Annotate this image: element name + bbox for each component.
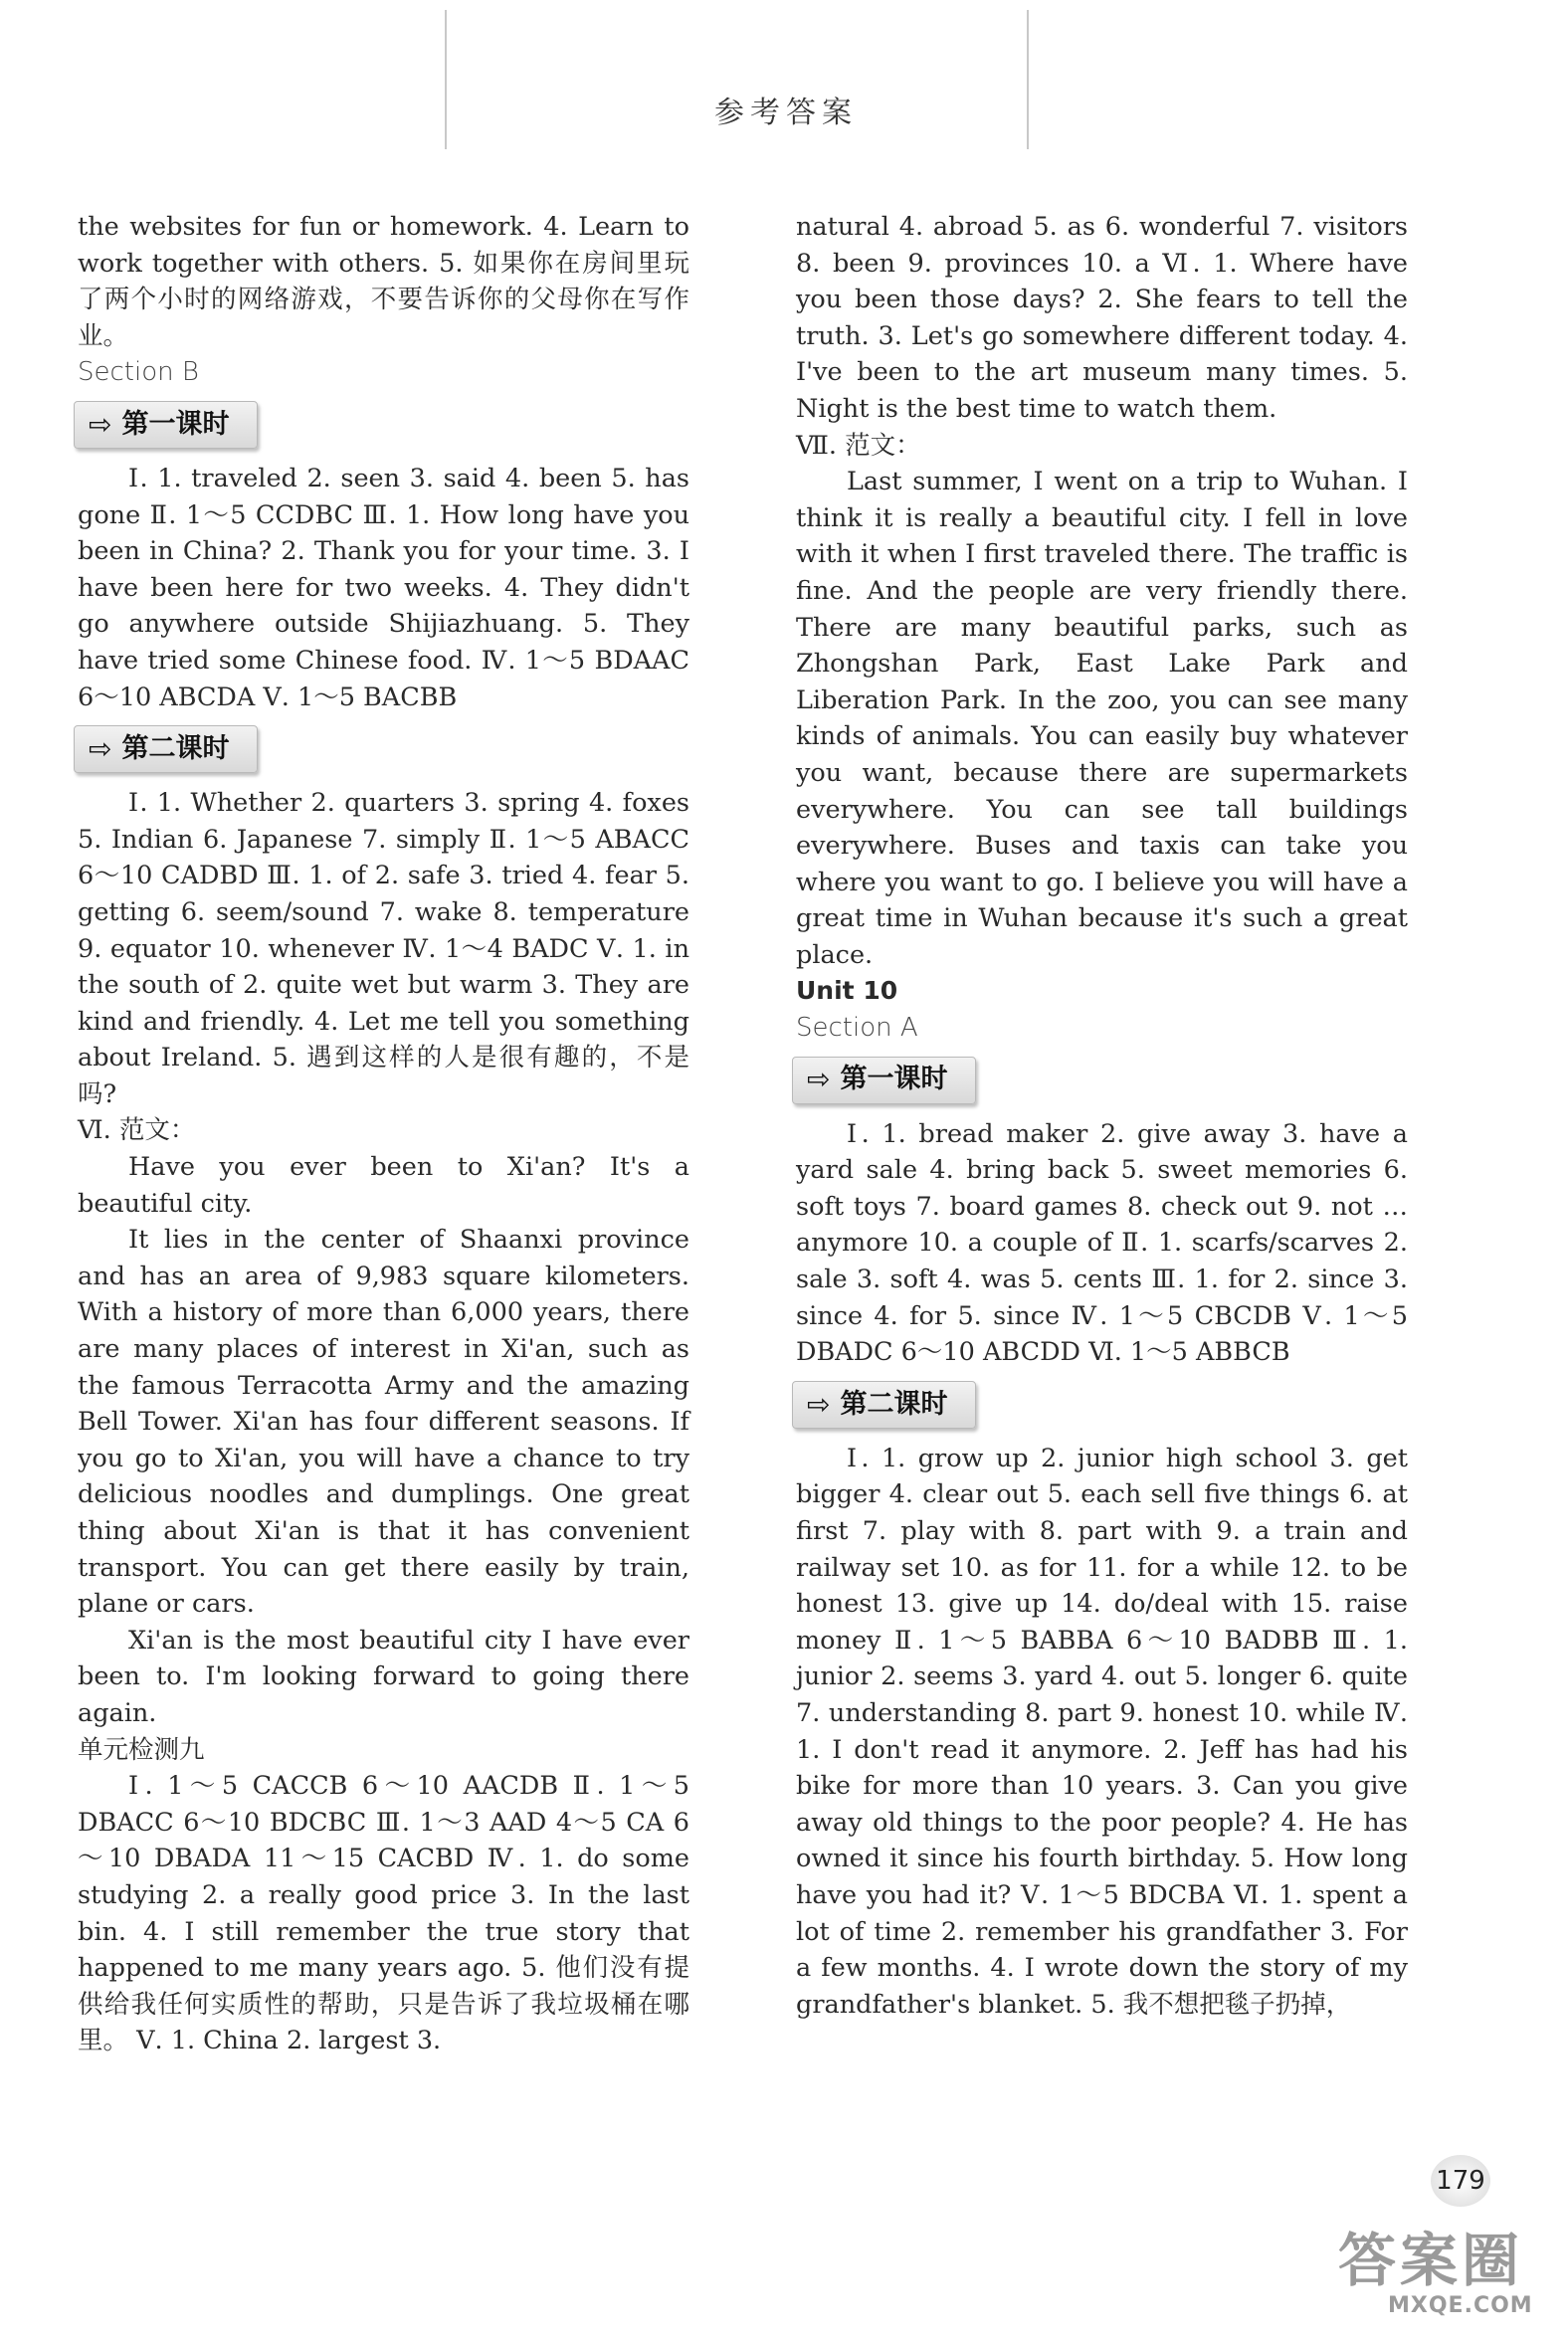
- lesson-badge-1: [74, 401, 258, 449]
- arrow-right-icon: ⇨: [89, 407, 112, 441]
- arrow-right-icon: ⇨: [89, 731, 112, 765]
- watermark-logo-icon: 答案圈: [1338, 2227, 1524, 2294]
- lesson-badge-label: 第一课时: [840, 1064, 948, 1095]
- sample-essay-heading-2: Ⅶ. 范文：: [796, 430, 921, 461]
- essay-xian-p3: Xi'an is the most beautiful city I have ever been to. I'm looking forward to going there again.: [78, 1625, 689, 1728]
- watermark-site: MXQE.COM: [1388, 2293, 1533, 2318]
- section-a-heading: Section A: [796, 1013, 918, 1044]
- essay-xian-p2: It lies in the center of Shaanxi province and has an area of 9,983 square kilometers. With a history of more than 6,000 years, there are many places of interest in Xi'an, such as the famous Terracotta Army and the amazing Bell Tower. Xi'an has four different seasons. If you go to Xi'an, you will have a chance to try delicious noodles and dumplings. One great thing about Xi'an is that it has convenient transport. You can get there easily by train, plane or cars.: [78, 1225, 689, 1620]
- unit-test-answers: Ⅰ. 1～5 CACCB 6～10 AACDB Ⅱ. 1～5 DBACC 6～10 BDCBC Ⅲ. 1～3 AAD 4～5 CA 6～10 DBADA 11～15 CACBD Ⅳ. 1. do some studying 2. a really good price 3. In the last bin. 4. I still remember the true story that happened to me many years ago. 5. 他们没有提供给我任何实质性的帮助，只是告诉了我垃圾桶在哪里。 Ⅴ. 1. China 2. largest 3.: [78, 1771, 689, 2056]
- right-answers-lesson2: Ⅰ. 1. grow up 2. junior high school 3. get bigger 4. clear out 5. each sell five things 6. at first 7. play with 8. part with 9. a train and railway set 10. as for 11. for a while 12. to be honest 13. give up 14. do/deal with 15. raise money Ⅱ. 1～5 BABBA 6～10 BADBB Ⅲ. 1. junior 2. seems 3. yard 4. out 5. longer 6. quite 7. understanding 8. part 9. honest 10. while Ⅳ. 1. I don't read it anymore. 2. Jeff has had his bike for more than 10 years. 3. Can you give away old things to the poor people? 4. He has owned it since his fourth birthday. 5. How long have you had it? Ⅴ. 1～5 BDCBA Ⅵ. 1. spent a lot of time 2. remember his grandfather 3. For a few months. 4. I wrote down the story of my grandfather's blanket. 5. 我不想把毯子扔掉，: [796, 1443, 1408, 2020]
- arrow-right-icon: ⇨: [807, 1063, 831, 1096]
- left-answers-lesson2: Ⅰ. 1. Whether 2. quarters 3. spring 4. foxes 5. Indian 6. Japanese 7. simply Ⅱ. 1～5 ABACC 6～10 CADBD Ⅲ. 1. of 2. safe 3. tried 4. fear 5. getting 6. seem/sound 7. wake 8. temperature 9. equator 10. whenever Ⅳ. 1～4 BADC Ⅴ. 1. in the south of 2. quite wet but warm 3. They are kind and friendly. 4. Let me tell you something about Ireland. 5. 遇到这样的人是很有趣的，不是吗?: [78, 788, 689, 1109]
- lesson-badge-2: [74, 725, 258, 773]
- left-column: [78, 209, 689, 2059]
- sample-essay-heading: Ⅵ. 范文：: [78, 1115, 196, 1146]
- right-answers-lesson1: Ⅰ. 1. bread maker 2. give away 3. have a yard sale 4. bring back 5. sweet memories 6. soft toys 7. board games 8. check out 9. not … anymore 10. a couple of Ⅱ. 1. scarfs/scarves 2. sale 3. soft 4. was 5. cents Ⅲ. 1. for 2. since 3. since 4. for 5. since Ⅳ. 1～5 CBCDB Ⅴ. 1～5 DBADC 6～10 ABCDD Ⅵ. 1～5 ABBCB: [796, 1118, 1408, 1368]
- right-paragraph-1: natural 4. abroad 5. as 6. wonderful 7. visitors 8. been 9. provinces 10. a Ⅵ. 1. Where have you been those days? 2. She fears to tell the truth. 3. Let's go somewhere different today. 4. I've been to the art museum many times. 5. Night is the best time to watch them.: [796, 212, 1408, 424]
- page-title: 参考答案: [714, 96, 858, 130]
- arrow-right-icon: ⇨: [807, 1387, 831, 1421]
- page-number: 179: [1431, 2155, 1490, 2207]
- essay-xian-p1: Have you ever been to Xi'an? It's a beautiful city.: [78, 1152, 689, 1219]
- right-column: [796, 209, 1408, 2023]
- lesson-badge-label: 第二课时: [121, 732, 230, 764]
- lesson-badge-3: [792, 1057, 976, 1104]
- header-divider-left: [445, 10, 447, 149]
- section-b-heading: Section B: [78, 357, 199, 388]
- watermark: [1318, 2214, 1562, 2333]
- lesson-badge-label: 第一课时: [121, 408, 230, 440]
- unit-10-heading: Unit 10: [796, 976, 898, 1006]
- lesson-badge-label: 第二课时: [840, 1388, 948, 1420]
- essay-wuhan: Last summer, I went on a trip to Wuhan. I think it is really a beautiful city. I fell in love with it when I first traveled there. The traffic is fine. And the people are very friendly there. There are many beautiful parks, such as Zhongshan Park, East Lake Park and Liberation Park. In the zoo, you can see many kinds of animals. You can easily buy whatever you want, because there are supermarkets everywhere. You can see tall buildings everywhere. Buses and taxis can take you where you want to go. I believe you will have a great time in Wuhan because it's such a great place.: [796, 467, 1408, 970]
- unit-test-heading: 单元检测九: [78, 1734, 205, 1765]
- left-answers-lesson1: Ⅰ. 1. traveled 2. seen 3. said 4. been 5. has gone Ⅱ. 1～5 CCDBC Ⅲ. 1. How long have you been in China? 2. Thank you for your time. 3. I have been here for two weeks. 4. They didn't go anywhere outside Shijiazhuang. 5. They have tried some Chinese food. Ⅳ. 1～5 BDAAC 6～10 ABCDA Ⅴ. 1～5 BACBB: [78, 463, 689, 712]
- lesson-badge-4: [792, 1381, 976, 1429]
- left-paragraph-1: the websites for fun or homework. 4. Learn to work together with others. 5. 如果你在房间里玩了两个小时的网络游戏，不要告诉你的父母你在写作业。: [78, 212, 689, 351]
